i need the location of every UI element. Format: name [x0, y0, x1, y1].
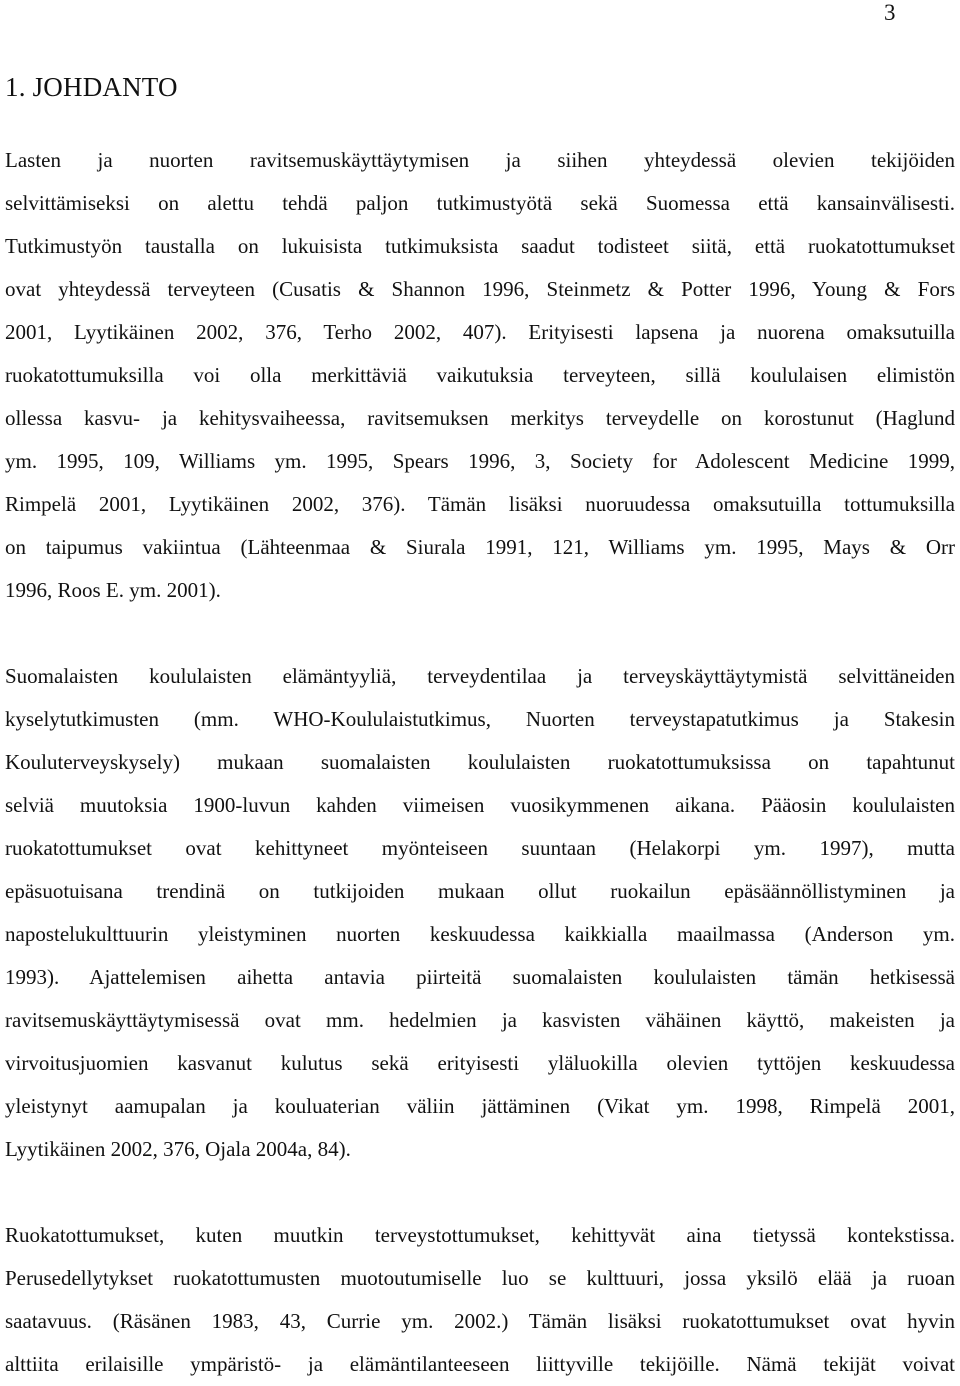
section-heading: 1. JOHDANTO	[5, 72, 178, 102]
text-line: alttiita erilaisille ympäristö- ja elämäntilanteeseen liittyville tekijöille. Nämä tekijät voivat	[5, 1352, 955, 1376]
text-line: 1996, Roos E. ym. 2001).	[5, 578, 221, 602]
text-line: ym. 1995, 109, Williams ym. 1995, Spears 1996, 3, Society for Adolescent Medicine 1999,	[5, 449, 955, 473]
text-line: napostelukulttuurin yleistyminen nuorten keskuudessa kaikkialla maailmassa (Anderson ym.	[5, 922, 955, 946]
text-line: ollessa kasvu- ja kehitysvaiheessa, ravitsemuksen merkitys terveydelle on korostunut (Haglund	[5, 406, 955, 430]
text-line: ovat yhteydessä terveyteen (Cusatis & Shannon 1996, Steinmetz & Potter 1996, Young & Fors	[5, 277, 955, 301]
text-line: selvittämiseksi on alettu tehdä paljon tutkimustyötä sekä Suomessa että kansainvälisesti.	[5, 191, 955, 215]
text-line: epäsuotuisana trendinä on tutkijoiden mukaan ollut ruokailun epäsäännöllistyminen ja	[5, 879, 955, 903]
text-line: virvoitusjuomien kasvanut kulutus sekä erityisesti yläluokilla olevien tyttöjen keskuudessa	[5, 1051, 955, 1075]
text-line: Lasten ja nuorten ravitsemuskäyttäytymisen ja siihen yhteydessä olevien tekijöiden	[5, 148, 955, 172]
text-line: saatavuus. (Räsänen 1983, 43, Currie ym. 2002.) Tämän lisäksi ruokatottumukset ovat hyvin	[5, 1309, 955, 1333]
paragraph-1	[5, 139, 955, 612]
text-line: selviä muutoksia 1900-luvun kahden viimeisen vuosikymmenen aikana. Pääosin koululaisten	[5, 793, 955, 817]
text-line: ravitsemuskäyttäytymisessä ovat mm. hedelmien ja kasvisten vähäinen käyttö, makeisten ja	[5, 1008, 955, 1032]
text-line: Perusedellytykset ruokatottumusten muotoutumiselle luo se kulttuuri, jossa yksilö elää ja ruoan	[5, 1266, 955, 1290]
text-line: ruokatottumukset ovat kehittyneet myönteiseen suuntaan (Helakorpi ym. 1997), mutta	[5, 836, 955, 860]
text-line: Kouluterveyskysely) mukaan suomalaisten koululaisten ruokatottumuksissa on tapahtunut	[5, 750, 955, 774]
text-line: on taipumus vakiintua (Lähteenmaa & Siurala 1991, 121, Williams ym. 1995, Mays & Orr	[5, 535, 955, 559]
paragraph-2	[5, 655, 955, 1171]
text-line: Suomalaisten koululaisten elämäntyyliä, terveydentilaa ja terveyskäyttäytymistä selvittäneiden	[5, 664, 955, 688]
text-line: yleistynyt aamupalan ja kouluaterian väliin jättäminen (Vikat ym. 1998, Rimpelä 2001,	[5, 1094, 955, 1118]
text-line: 1993). Ajattelemisen aihetta antavia piirteitä suomalaisten koululaisten tämän hetkisessä	[5, 965, 955, 989]
text-line: kyselytutkimusten (mm. WHO-Koululaistutkimus, Nuorten terveystapatutkimus ja Stakesin	[5, 707, 955, 731]
page-number: 3	[884, 0, 896, 25]
paragraph-3	[5, 1214, 955, 1386]
text-line: ruokatottumuksilla voi olla merkittäviä vaikutuksia terveyteen, sillä koululaisen elimistön	[5, 363, 955, 387]
text-line: Tutkimustyön taustalla on lukuisista tutkimuksista saadut todisteet siitä, että ruokatottumukset	[5, 234, 955, 258]
text-line: 2001, Lyytikäinen 2002, 376, Terho 2002, 407). Erityisesti lapsena ja nuorena omaksutuilla	[5, 320, 955, 344]
text-line: Ruokatottumukset, kuten muutkin terveystottumukset, kehittyvät aina tietyssä kontekstissa.	[5, 1223, 955, 1247]
text-line: Rimpelä 2001, Lyytikäinen 2002, 376). Tämän lisäksi nuoruudessa omaksutuilla tottumuksilla	[5, 492, 955, 516]
text-line: Lyytikäinen 2002, 376, Ojala 2004a, 84).	[5, 1137, 351, 1161]
